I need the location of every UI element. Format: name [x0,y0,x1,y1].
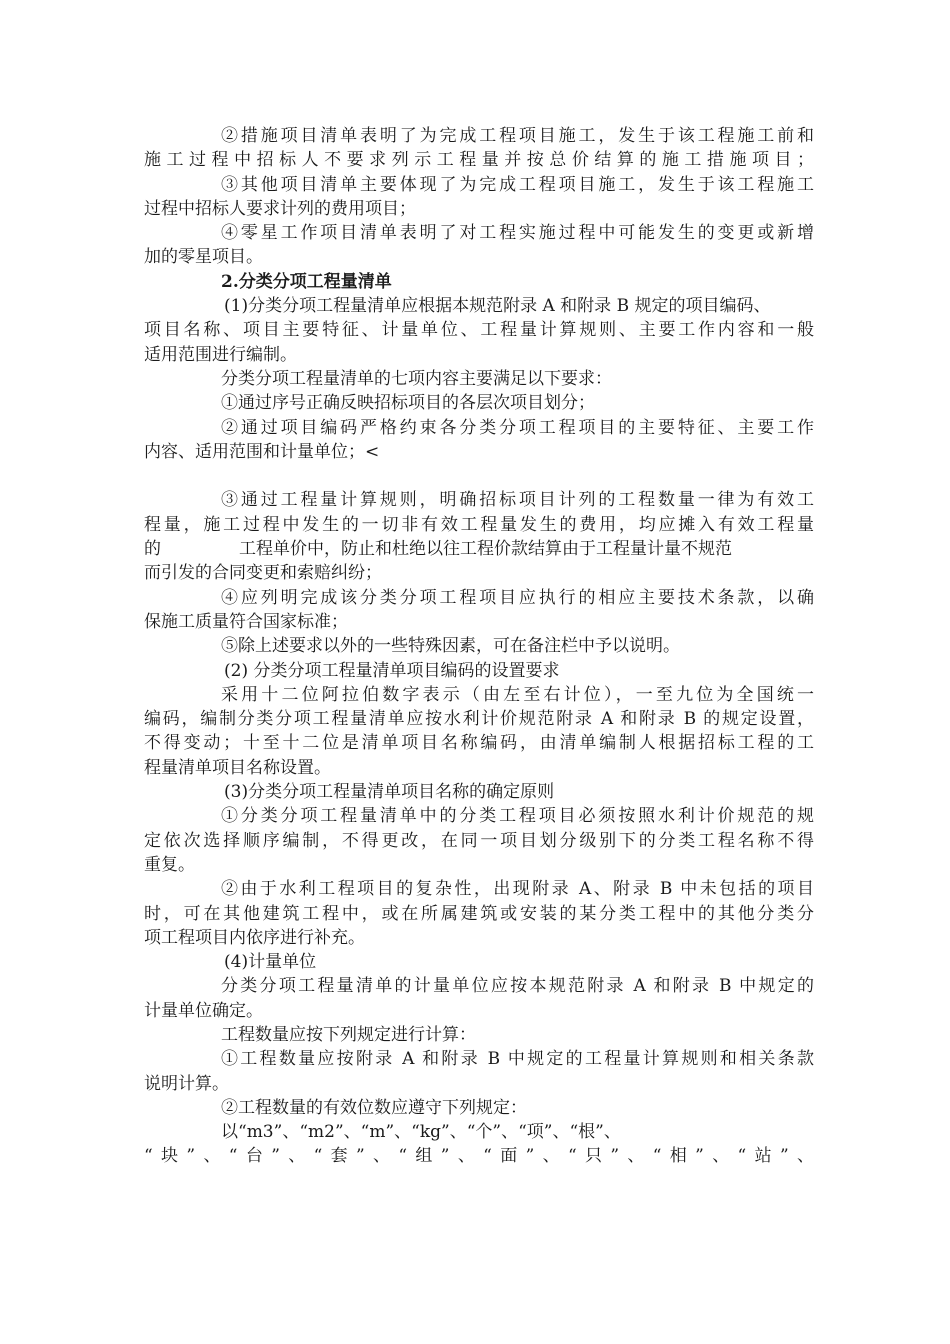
section-heading: 2.分类分项工程量清单 [221,271,392,292]
paragraph-line: 重复。 [144,854,195,875]
paragraph-line: 不得变动；十至十二位是清单项目名称编码，由清单编制人根据招标工程的工 [144,733,814,754]
paragraph-line: (1)分类分项工程量清单应根据本规范附录 A 和附录 B 规定的项目编码、 [224,296,771,317]
paragraph-line: 定依次选择顺序编制，不得更改，在同一项目划分级别下的分类工程名称不得 [144,830,814,851]
paragraph-line: 内容、适用范围和计量单位；< [144,441,380,462]
paragraph-line: (4)计量单位 [224,952,317,973]
paragraph-line: ④零星工作项目清单表明了对工程实施过程中可能发生的变更或新增 [221,223,814,244]
paragraph-line: 计量单位确定。 [144,1000,263,1021]
paragraph-line: 分类分项工程量清单的七项内容主要满足以下要求： [221,368,612,389]
paragraph-line: 保施工质量符合国家标准； [144,611,348,632]
paragraph-line: ①分类分项工程量清单中的分类工程项目必须按照水利计价规范的规 [221,806,814,827]
blank-line [144,464,814,488]
paragraph-line: (3)分类分项工程量清单项目名称的确定原则 [224,782,555,803]
paragraph-line: 工程数量应按下列规定进行计算： [221,1024,476,1045]
paragraph-line: ①工程数量应按附录 A 和附录 B 中规定的工程量计算规则和相关条款 [221,1049,814,1070]
document-body [144,124,814,1169]
paragraph-line: ⑤除上述要求以外的一些特殊因素，可在备注栏中予以说明。 [221,636,680,657]
paragraph-line: 项工程项目内依序进行补充。 [144,927,365,948]
paragraph-line: 说明计算。 [144,1073,229,1094]
paragraph-line: ②通过项目编码严格约束各分类分项工程项目的主要特征、主要工作 [221,417,814,438]
paragraph-line: ③通过工程量计算规则，明确招标项目计列的工程数量一律为有效工 [221,490,814,511]
paragraph-line: 程量，施工过程中发生的一切非有效工程量发生的费用，均应摊入有效工程量 [144,514,814,535]
paragraph-line: ②措施项目清单表明了为完成工程项目施工，发生于该工程施工前和 [221,126,814,146]
paragraph-line: 时，可在其他建筑工程中，或在所属建筑或安装的某分类工程中的其他分类分 [144,903,814,924]
line-fragment: 的 [144,539,161,560]
paragraph-line [144,537,814,561]
paragraph-line: 施工过程中招标人不要求列示工程量并按总价结算的施工措施项目； [144,150,814,171]
paragraph-line: 编码，编制分类分项工程量清单应按水利计价规范附录 A 和附录 B 的规定设置， [144,709,814,730]
paragraph-line: 程量清单项目名称设置。 [144,757,331,778]
paragraph-line: ②由于水利工程项目的复杂性，出现附录 A、附录 B 中未包括的项目 [221,879,814,900]
paragraph-line: ②工程数量的有效位数应遵守下列规定： [221,1097,527,1118]
paragraph-line: “块”、“台”、“套”、“组”、“面”、“只”、“相”、“站”、 [144,1146,814,1167]
paragraph-line: 适用范围进行编制。 [144,344,297,365]
paragraph-line: ④应列明完成该分类分项工程项目应执行的相应主要技术条款，以确 [221,587,814,608]
paragraph-line: (2) 分类分项工程量清单项目编码的设置要求 [224,660,560,681]
paragraph-line: ①通过序号正确反映招标项目的各层次项目划分； [221,393,595,414]
paragraph-line: 以“m3”、“m2”、“m”、“kg”、“个”、“项”、“根”、 [221,1122,621,1143]
paragraph-line: 采用十二位阿拉伯数字表示（由左至右计位），一至九位为全国统一 [221,684,814,705]
paragraph-line: 而引发的合同变更和索赔纠纷； [144,563,382,584]
line-fragment: 工程单价中，防止和杜绝以往工程价款结算由于工程量计量不规范 [239,539,732,560]
paragraph-line: ③其他项目清单主要体现了为完成工程项目施工，发生于该工程施工 [221,174,814,195]
paragraph-line: 加的零星项目。 [144,247,263,268]
paragraph-line: 过程中招标人要求计列的费用项目； [144,198,416,219]
paragraph-line: 分类分项工程量清单的计量单位应按本规范附录 A 和附录 B 中规定的 [221,976,814,997]
paragraph-line: 项目名称、项目主要特征、计量单位、工程量计算规则、主要工作内容和一般 [144,320,814,341]
